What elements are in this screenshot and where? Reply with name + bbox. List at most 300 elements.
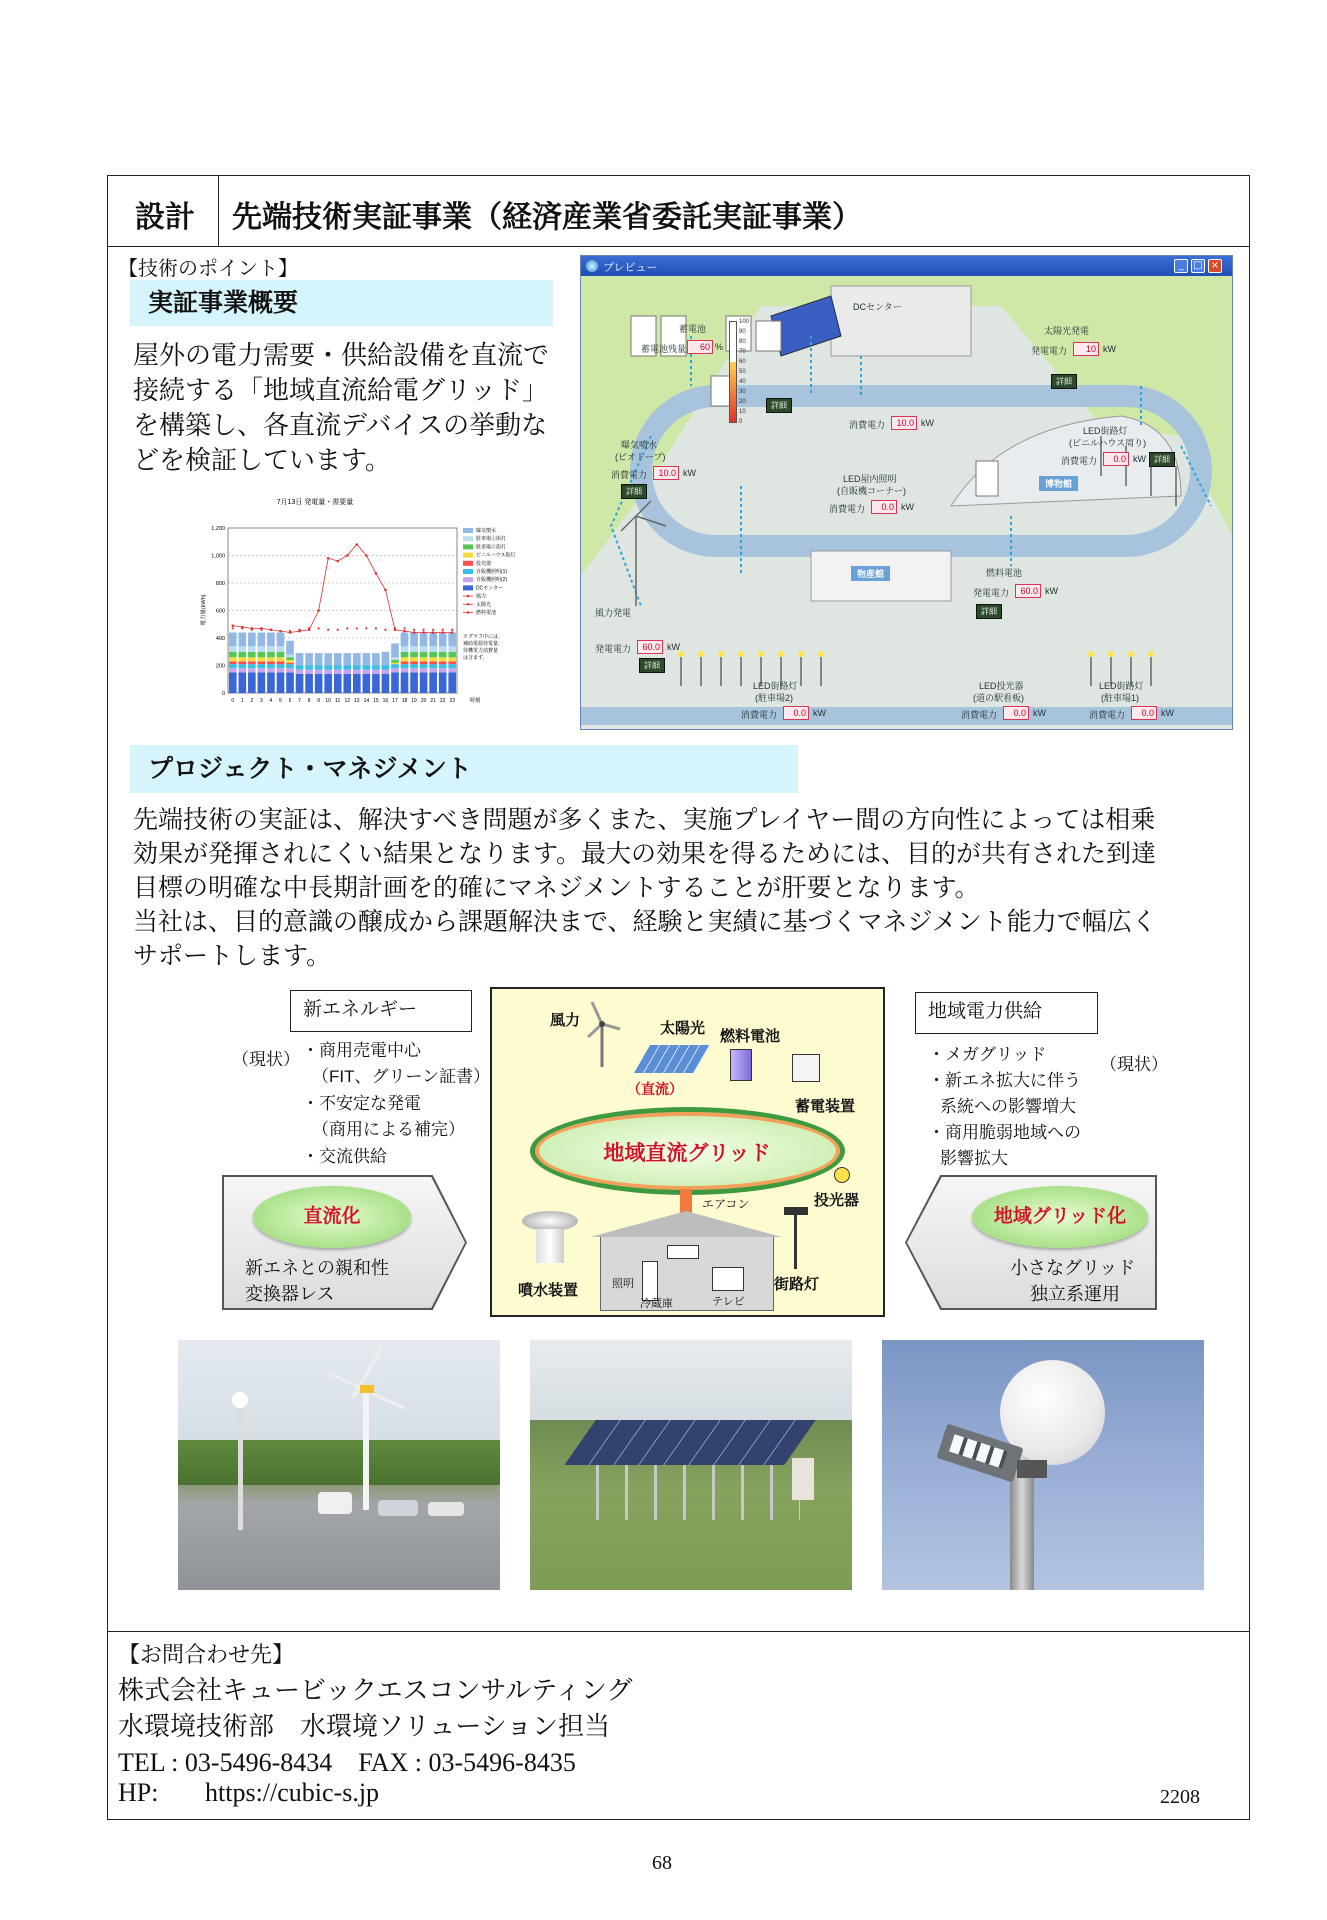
y-tick-label: 0 — [221, 691, 225, 697]
bar-segment — [277, 646, 285, 652]
photo-street-lamp — [882, 1340, 1204, 1590]
map-label-battery-remaining: 蓄電池残量 — [641, 344, 687, 354]
bar-segment — [401, 664, 409, 668]
fountain-base — [536, 1229, 564, 1263]
bar-segment — [229, 633, 237, 647]
x-tick-label: 19 — [411, 698, 417, 704]
line-point — [232, 627, 234, 629]
line-point — [260, 629, 262, 631]
parked-car — [318, 1492, 352, 1514]
bar-segment — [372, 653, 380, 665]
page-title: 先端技術実証事業（経済産業省委託実証事業） — [232, 201, 862, 234]
readout-wind: 60.0 — [637, 640, 663, 654]
bar-segment — [439, 672, 447, 693]
right-bullet: 影響拡大 — [940, 1149, 1008, 1168]
x-tick-label: 1 — [240, 698, 244, 704]
line-point — [279, 630, 281, 632]
map-label-fuel-cell: 燃料電池 — [986, 568, 1023, 578]
right-bullet: ・メガグリッド — [928, 1045, 1047, 1064]
detail-button[interactable]: 詳細 — [1051, 374, 1077, 389]
bar-segment — [305, 653, 313, 665]
bar-segment — [401, 668, 409, 672]
equipment-box — [792, 1458, 814, 1500]
turbine-hub — [360, 1385, 374, 1393]
bar-segment — [258, 664, 266, 668]
line-point — [298, 629, 300, 631]
aircon-label: エアコン — [702, 1197, 750, 1211]
bar-segment — [334, 666, 342, 670]
bar-segment — [343, 653, 351, 665]
gauge-tick: 50 — [739, 369, 746, 375]
bar-segment — [391, 672, 399, 693]
bar-segment — [258, 633, 266, 647]
bar-segment — [277, 652, 285, 658]
line-point — [375, 627, 377, 629]
maximize-button[interactable]: □ — [1191, 259, 1205, 273]
bar-segment — [334, 653, 342, 665]
line-point — [432, 629, 434, 631]
bar-segment — [391, 663, 399, 664]
bar-segment — [372, 666, 380, 670]
management-line: 目標の明確な中長期計画を的確にマネジメントすることが肝要となります。 — [133, 875, 980, 902]
bar-segment — [363, 653, 371, 665]
overview-line: 接続する「地域直流給電グリッド」 — [133, 376, 548, 405]
legend-marker — [467, 611, 469, 613]
bar-segment — [429, 664, 437, 668]
line-point — [317, 609, 320, 612]
detail-button[interactable]: 詳細 — [766, 398, 792, 413]
bar-segment — [410, 661, 418, 664]
left-status: （現状） — [232, 1050, 300, 1069]
legend-marker — [467, 603, 469, 605]
bar-segment — [286, 664, 294, 668]
wind-label: 風力 — [550, 1012, 581, 1029]
x-tick-label: 13 — [354, 698, 360, 704]
line-point — [241, 627, 243, 629]
consumption-label: 消費電力 — [611, 470, 648, 480]
bar-segment — [315, 674, 323, 693]
parked-car — [378, 1500, 418, 1516]
bar-segment — [296, 653, 304, 665]
x-tick-label: 21 — [430, 698, 436, 704]
bar-segment — [267, 646, 275, 652]
bar-segment — [420, 646, 428, 652]
house-roof — [590, 1211, 782, 1237]
gauge-tick: 40 — [739, 379, 746, 385]
bar-segment — [420, 668, 428, 672]
app-icon — [586, 260, 598, 272]
bar-segment — [420, 661, 428, 664]
bar-segment — [420, 657, 428, 661]
chart-note: は含まず。 — [463, 655, 488, 661]
left-bullet: （FIT、グリーン証書） — [312, 1067, 491, 1086]
line-point — [346, 554, 349, 557]
map-label-vending-sub: (自販機コーナー) — [837, 486, 906, 496]
gauge-tick: 0 — [739, 419, 743, 425]
battery-gauge — [729, 321, 737, 423]
line-point — [231, 624, 234, 627]
bar-segment — [410, 633, 418, 647]
bar-segment — [401, 633, 409, 647]
bar-segment — [315, 670, 323, 674]
dc-label: （直流） — [627, 1081, 683, 1097]
x-tick-label: 6 — [288, 698, 292, 704]
kw-unit: kW — [901, 502, 914, 512]
line-point — [422, 631, 425, 634]
bar-segment — [401, 652, 409, 658]
bar-segment — [248, 657, 256, 661]
bar-segment — [286, 655, 294, 658]
readout-led-indoor: 0.0 — [871, 500, 897, 514]
bar-segment — [248, 646, 256, 652]
readout-led-sign: 0.0 — [1003, 706, 1029, 720]
array-supports — [570, 1465, 800, 1520]
bar-segment — [315, 653, 323, 665]
lamp-bracket — [1017, 1460, 1047, 1478]
map-label-fountain-sub: (ビオトープ) — [615, 452, 666, 462]
gauge-tick: 30 — [739, 389, 746, 395]
consumption-label: 消費電力 — [1089, 710, 1126, 720]
chart-note: 補助電源発電量、 — [463, 641, 504, 647]
bar-segment — [410, 657, 418, 661]
bar-segment — [305, 674, 313, 693]
line-point — [451, 629, 453, 631]
bar-segment — [363, 666, 371, 670]
contact-company: 株式会社キュービックエスコンサルティング — [118, 1676, 633, 1705]
power-chart — [195, 490, 535, 715]
x-tick-label: 23 — [449, 698, 456, 704]
bar-segment — [286, 672, 294, 693]
right-caption: 独立系運用 — [1030, 1284, 1120, 1304]
consumption-label: 消費電力 — [1061, 456, 1098, 466]
map-label-led-street: LED街路灯 — [1099, 681, 1144, 691]
bar-segment — [229, 646, 237, 652]
bar-segment — [229, 668, 237, 672]
legend-label: 太陽光 — [476, 601, 492, 608]
chart-note: 待機電力消費量 — [463, 648, 499, 654]
legend-swatch — [463, 536, 473, 541]
bar-segment — [296, 674, 304, 693]
line-point — [403, 630, 406, 633]
line-point — [384, 589, 387, 592]
bar-segment — [229, 672, 237, 693]
bar-segment — [286, 660, 294, 663]
bar-segment — [324, 653, 332, 665]
overview-heading: 実証事業概要 — [130, 280, 553, 326]
bar-segment — [267, 657, 275, 661]
bar-segment — [238, 668, 246, 672]
readout-solar-power: 10 — [1073, 342, 1099, 356]
legend-swatch — [463, 528, 473, 533]
line-point — [318, 627, 320, 629]
chart-note: ※グラフ中には、 — [463, 634, 504, 640]
x-tick-label: 5 — [279, 698, 282, 704]
page-number: 68 — [652, 1852, 672, 1874]
x-tick-label: 17 — [392, 698, 398, 704]
bar-segment — [372, 674, 380, 693]
contact-heading: 【お問合わせ先】 — [118, 1642, 295, 1667]
bar-segment — [363, 674, 371, 693]
kw-unit: kW — [1103, 344, 1116, 354]
regional-power-box: 地域電力供給 — [915, 992, 1098, 1034]
legend-swatch — [463, 544, 473, 549]
line-point — [413, 631, 416, 634]
line-point — [289, 630, 291, 632]
flood-light-label: 投光器 — [814, 1192, 860, 1209]
bar-segment — [238, 657, 246, 661]
bar-segment — [296, 666, 304, 670]
right-status: （現状） — [1100, 1055, 1168, 1074]
bar-segment — [429, 657, 437, 661]
readout-battery-level: 60 — [687, 340, 713, 354]
bar-segment — [238, 633, 246, 647]
y-tick-label: 1,200 — [211, 526, 225, 532]
map-label-parking1-sub: (駐車場1) — [1101, 693, 1139, 703]
right-bullet: 系統への影響増大 — [940, 1097, 1076, 1116]
legend-marker — [467, 595, 469, 597]
bar-segment — [353, 670, 361, 674]
bar-segment — [258, 646, 266, 652]
fountain-icon — [522, 1211, 578, 1231]
legend-swatch — [463, 585, 473, 590]
left-bullet: （商用による補完） — [312, 1120, 465, 1139]
bar-segment — [238, 652, 246, 658]
left-bullet: ・不安定な発電 — [302, 1094, 421, 1113]
bar-segment — [296, 670, 304, 674]
y-tick-label: 800 — [215, 581, 225, 587]
legend-label: 駐車場①街灯 — [476, 536, 507, 543]
x-tick-label: 4 — [269, 698, 273, 704]
bar-segment — [448, 672, 456, 693]
bar-segment — [439, 664, 447, 668]
overview-line: を構築し、各直流デバイスの挙動な — [133, 411, 548, 440]
street-light-label: 街路灯 — [774, 1276, 820, 1293]
line-point — [432, 631, 435, 634]
bar-segment — [439, 657, 447, 661]
line-point — [365, 554, 368, 557]
bar-segment — [353, 674, 361, 693]
line-point — [251, 629, 253, 631]
kw-unit: kW — [1033, 708, 1046, 718]
legend-label: 燃料電池 — [476, 610, 497, 616]
map-label-led-street: LED街路灯 — [753, 681, 798, 691]
bar-segment — [248, 633, 256, 647]
bar-segment — [410, 646, 418, 652]
bar-segment — [258, 661, 266, 664]
fridge-label: 冷蔵庫 — [640, 1298, 673, 1310]
map-label-parking2-sub: (駐車場2) — [755, 693, 793, 703]
right-bullet: ・商用脆弱地域への — [928, 1123, 1081, 1142]
turbine-tower — [363, 1390, 369, 1510]
management-line: 効果が発揮されにくい結果となります。最大の効果を得るためには、目的が共有された到達 — [133, 841, 1157, 868]
window-titlebar — [581, 256, 1232, 276]
bar-segment — [429, 668, 437, 672]
bar-segment — [410, 668, 418, 672]
bar-segment — [401, 657, 409, 661]
consumption-label: 消費電力 — [829, 504, 866, 514]
detail-button[interactable]: 詳細 — [1149, 452, 1175, 467]
fountain-label: 噴水装置 — [518, 1282, 579, 1299]
bar-segment — [267, 661, 275, 664]
bar-segment — [277, 672, 285, 693]
photo-wind-turbine — [178, 1340, 500, 1590]
bar-segment — [238, 661, 246, 664]
map-label-fountain: 曝気噴水 — [621, 440, 658, 450]
map-label-solar: 太陽光発電 — [1044, 326, 1090, 336]
solar-panel-array — [564, 1420, 816, 1465]
readout-led-parking2: 0.0 — [783, 706, 809, 720]
map-label-led-flood: LED投光器 — [979, 681, 1024, 691]
readout-dc-center: 10.0 — [891, 416, 917, 430]
management-line: 当社は、目的意識の醸成から課題解決まで、経験と実績に基づくマネジメント能力で幅広く — [133, 909, 1157, 936]
bar-segment — [258, 668, 266, 672]
contact-hp-link[interactable]: https://cubic-s.jp — [205, 1778, 380, 1807]
bar-segment — [267, 672, 275, 693]
bar-segment — [363, 670, 371, 674]
bar-segment — [420, 633, 428, 647]
left-bullet: ・商用売電中心 — [302, 1041, 421, 1060]
bar-segment — [401, 661, 409, 664]
line-point — [337, 629, 339, 631]
grid-diagram — [490, 987, 885, 1317]
readout-fuel-cell: 60.0 — [1015, 584, 1041, 598]
x-tick-label: 3 — [260, 698, 263, 704]
bar-segment — [248, 672, 256, 693]
management-line: サポートします。 — [133, 943, 332, 970]
line-point — [346, 627, 348, 629]
contact-phone: TEL : 03-5496-8434 FAX : 03-5496-8435 — [118, 1748, 576, 1777]
bar-segment — [286, 663, 294, 664]
bar-segment — [391, 664, 399, 668]
x-tick-label: 20 — [420, 698, 427, 704]
regional-grid-oval: 地域グリッド化 — [972, 1186, 1148, 1248]
management-line: 先端技術の実証は、解決すべき問題が多くまた、実施プレイヤー間の方向性によっては相乗 — [133, 807, 1156, 834]
left-caption: 変換器レス — [245, 1284, 335, 1304]
line-point — [384, 629, 386, 631]
bar-segment — [439, 646, 447, 652]
bar-segment — [267, 668, 275, 672]
bar-segment — [439, 652, 447, 658]
bar-segment — [343, 666, 351, 670]
bar-segment — [401, 672, 409, 693]
bar-segment — [410, 652, 418, 658]
bar-segment — [229, 661, 237, 664]
map-label-wind: 風力発電 — [595, 608, 632, 618]
map-view — [581, 276, 1232, 730]
kw-unit: kW — [813, 708, 826, 718]
kw-unit: kW — [683, 468, 696, 478]
x-tick-label: 16 — [382, 698, 389, 704]
generation-label: 発電電力 — [595, 644, 632, 654]
detail-button[interactable]: 詳細 — [976, 604, 1002, 619]
bar-segment — [248, 652, 256, 658]
bar-segment — [238, 664, 246, 668]
header-column-divider — [218, 176, 219, 246]
street-light-head — [784, 1207, 808, 1215]
bar-segment — [353, 666, 361, 670]
legend-swatch — [463, 553, 473, 558]
map-label-dc-center: DCセンター — [853, 302, 902, 312]
fuel-cell-icon — [730, 1049, 752, 1081]
bar-segment — [448, 661, 456, 664]
map-label-led-street: LED街路灯 — [1083, 426, 1128, 436]
gauge-tick: 90 — [739, 329, 746, 335]
bar-segment — [439, 661, 447, 664]
legend-label: DCセンター — [476, 585, 504, 592]
contact-divider — [108, 1631, 1249, 1632]
legend-swatch — [463, 569, 473, 574]
solar-label: 太陽光 — [660, 1020, 706, 1037]
right-caption: 小さなグリッド — [1010, 1258, 1136, 1278]
kw-unit: kW — [921, 418, 934, 428]
bar-segment — [248, 661, 256, 664]
bar-segment — [324, 666, 332, 670]
bar-segment — [410, 664, 418, 668]
bar-segment — [382, 666, 390, 670]
technical-point-label: 【技術のポイント】 — [118, 258, 298, 280]
bar-segment — [343, 674, 351, 693]
kw-unit: kW — [1133, 454, 1146, 464]
readout-led-vinyl: 0.0 — [1103, 452, 1129, 466]
detail-button[interactable]: 詳細 — [621, 484, 647, 499]
line-point — [451, 631, 454, 634]
lamp-pole — [238, 1400, 243, 1530]
bar-segment — [286, 657, 294, 660]
parked-car — [428, 1502, 464, 1516]
bar-segment — [258, 672, 266, 693]
x-tick-label: 10 — [325, 698, 331, 704]
legend-label: 投光器 — [476, 560, 492, 567]
generation-label: 発電電力 — [1031, 346, 1068, 356]
led-elements — [949, 1434, 1008, 1468]
map-label-bussan: 物産館 — [851, 566, 890, 581]
legend-label: 駐車場②街灯 — [476, 544, 507, 551]
new-energy-box: 新エネルギー — [290, 990, 472, 1032]
line-point — [308, 627, 310, 629]
y-tick-label: 400 — [215, 636, 225, 642]
line-point — [413, 629, 415, 631]
detail-button[interactable]: 詳細 — [639, 658, 665, 673]
y-axis-label: 電力量(kWh) — [201, 594, 207, 626]
bar-segment — [343, 670, 351, 674]
kw-unit: kW — [1045, 586, 1058, 596]
fuel-cell-label: 燃料電池 — [720, 1028, 781, 1045]
storage-label: 蓄電装置 — [795, 1098, 856, 1115]
battery-gauge-fill — [730, 362, 736, 422]
dc-conversion-oval: 直流化 — [253, 1186, 411, 1248]
bar-segment — [420, 652, 428, 658]
bar-segment — [401, 646, 409, 652]
bar-segment — [353, 653, 361, 665]
consumption-label: 消費電力 — [741, 710, 778, 720]
bar-segment — [248, 668, 256, 672]
overview-line: 屋外の電力需要・供給設備を直流で — [133, 341, 550, 370]
close-button[interactable]: × — [1208, 259, 1222, 273]
bar-segment — [448, 657, 456, 661]
bar-segment — [429, 652, 437, 658]
minimize-button[interactable]: _ — [1174, 259, 1188, 273]
bar-segment — [448, 668, 456, 672]
bar-segment — [267, 633, 275, 647]
window-title: プレビュー — [603, 262, 658, 274]
legend-swatch — [463, 561, 473, 566]
tv-icon — [712, 1267, 744, 1291]
legend-label: 風力 — [476, 593, 487, 600]
bar-segment — [439, 668, 447, 672]
bar-segment — [324, 670, 332, 674]
bar-segment — [420, 664, 428, 668]
bar-segment — [277, 633, 285, 647]
